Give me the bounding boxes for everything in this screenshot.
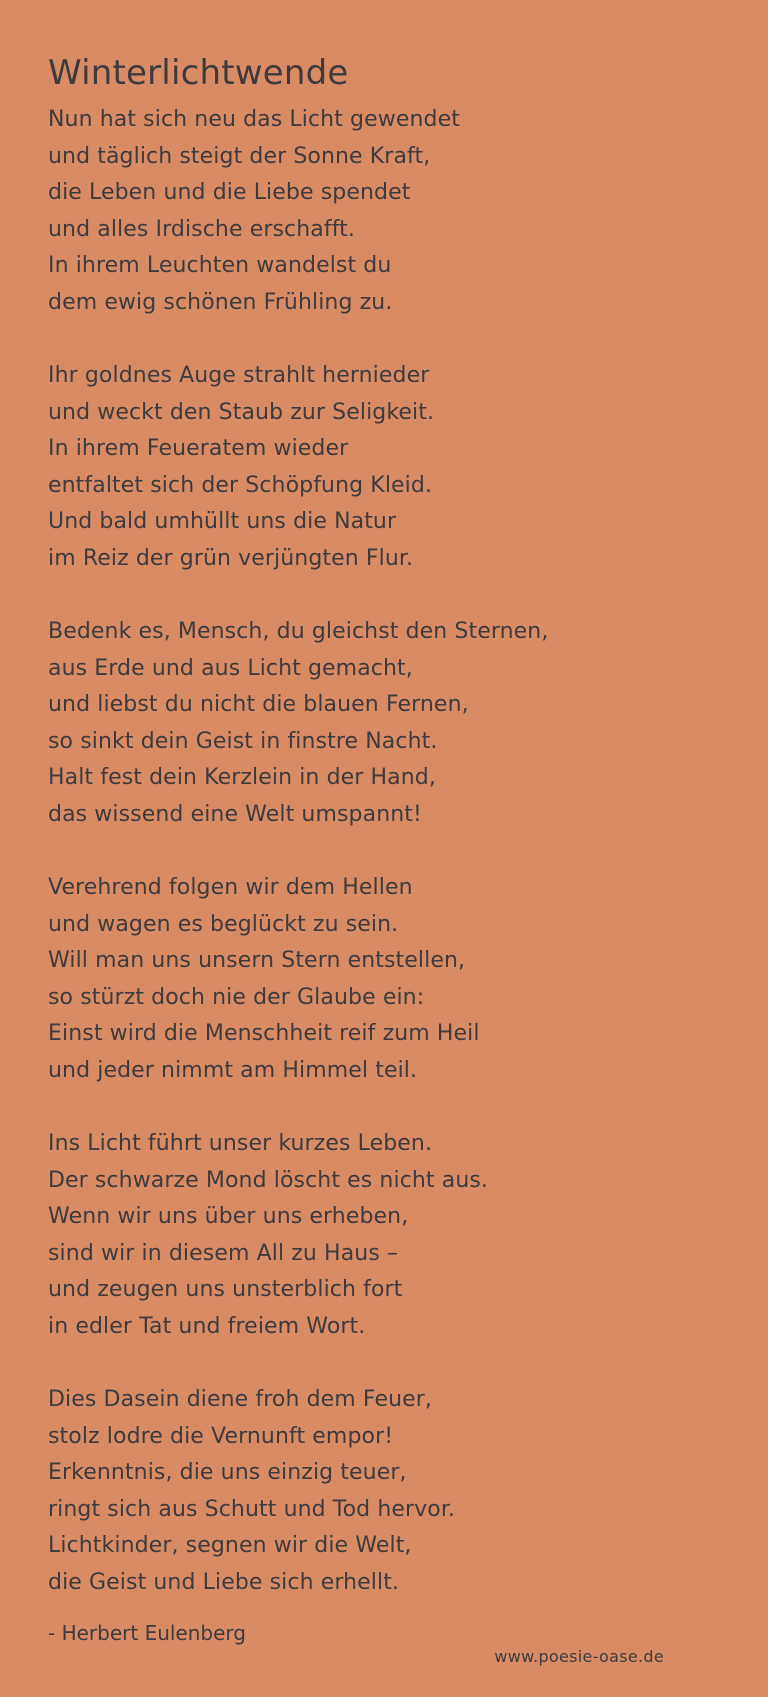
poem-line: entfaltet sich der Schöpfung Kleid. <box>48 472 433 498</box>
poem-line: das wissend eine Welt umspannt! <box>48 801 422 827</box>
poem-line: aus Erde und aus Licht gemacht, <box>48 655 413 681</box>
poem-line: dem ewig schönen Frühling zu. <box>48 289 393 315</box>
poem-line: und weckt den Staub zur Seligkeit. <box>48 399 435 425</box>
poem <box>48 50 728 1638</box>
poem-line: die Geist und Liebe sich erhellt. <box>48 1569 400 1595</box>
poem-line: Der schwarze Mond löscht es nicht aus. <box>48 1167 489 1193</box>
poem-line: und zeugen uns unsterblich fort <box>48 1277 403 1302</box>
poem-line: im Reiz der grün verjüngten Flur. <box>48 545 414 571</box>
poem-line: Ihr goldnes Auge strahlt hernieder <box>48 363 430 388</box>
poem-line: Wenn wir uns über uns erheben, <box>48 1204 409 1229</box>
poem-line: Lichtkinder, segnen wir die Welt, <box>48 1533 412 1558</box>
poem-line: Ins Licht führt unser kurzes Leben. <box>48 1131 433 1156</box>
poem-line: Dies Dasein diene froh dem Feuer, <box>48 1387 433 1412</box>
poem-line: so sinkt dein Geist in finstre Nacht. <box>48 728 438 754</box>
poem-title: Winterlichtwende <box>48 53 349 93</box>
poem-line: Bedenk es, Mensch, du gleichst den Sternen, <box>48 619 549 644</box>
stanza-5 <box>48 1126 728 1345</box>
poem-line: stolz lodre die Vernunft empor! <box>48 1423 394 1449</box>
stanza-6 <box>48 1382 728 1601</box>
poem-line: und täglich steigt der Sonne Kraft, <box>48 143 431 169</box>
poem-line: In ihrem Leuchten wandelst du <box>48 253 392 278</box>
poem-line: und wagen es beglückt zu sein. <box>48 911 399 937</box>
poem-line: die Leben und die Liebe spendet <box>48 180 411 205</box>
poem-line: Nun hat sich neu das Licht gewendet <box>48 107 460 132</box>
poem-line: Will man uns unsern Stern entstellen, <box>48 948 466 973</box>
poem-line: und alles Irdische erschafft. <box>48 216 355 242</box>
stanza-3 <box>48 614 728 833</box>
poem-line: so stürzt doch nie der Glaube ein: <box>48 984 425 1010</box>
stanza-2 <box>48 358 728 577</box>
poem-line: ringt sich aus Schutt und Tod hervor. <box>48 1496 456 1522</box>
poem-line: und jeder nimmt am Himmel teil. <box>48 1057 418 1083</box>
stanza-1 <box>48 102 728 321</box>
poem-line: In ihrem Feueratem wieder <box>48 436 349 461</box>
poem-line: sind wir in diesem All zu Haus – <box>48 1240 399 1266</box>
poem-line: und liebst du nicht die blauen Fernen, <box>48 692 469 717</box>
stanza-4 <box>48 870 728 1089</box>
poem-line: in edler Tat und freiem Wort. <box>48 1313 366 1339</box>
website-url: www.poesie-oase.de <box>494 1647 664 1666</box>
poem-line: Verehrend folgen wir dem Hellen <box>48 875 413 900</box>
poem-line: Erkenntnis, die uns einzig teuer, <box>48 1460 407 1485</box>
poem-line: Halt fest dein Kerzlein in der Hand, <box>48 765 436 790</box>
poem-line: Und bald umhüllt uns die Natur <box>48 509 397 534</box>
poem-line: Einst wird die Menschheit reif zum Heil <box>48 1021 480 1046</box>
author-attribution: - Herbert Eulenberg <box>48 1621 246 1645</box>
